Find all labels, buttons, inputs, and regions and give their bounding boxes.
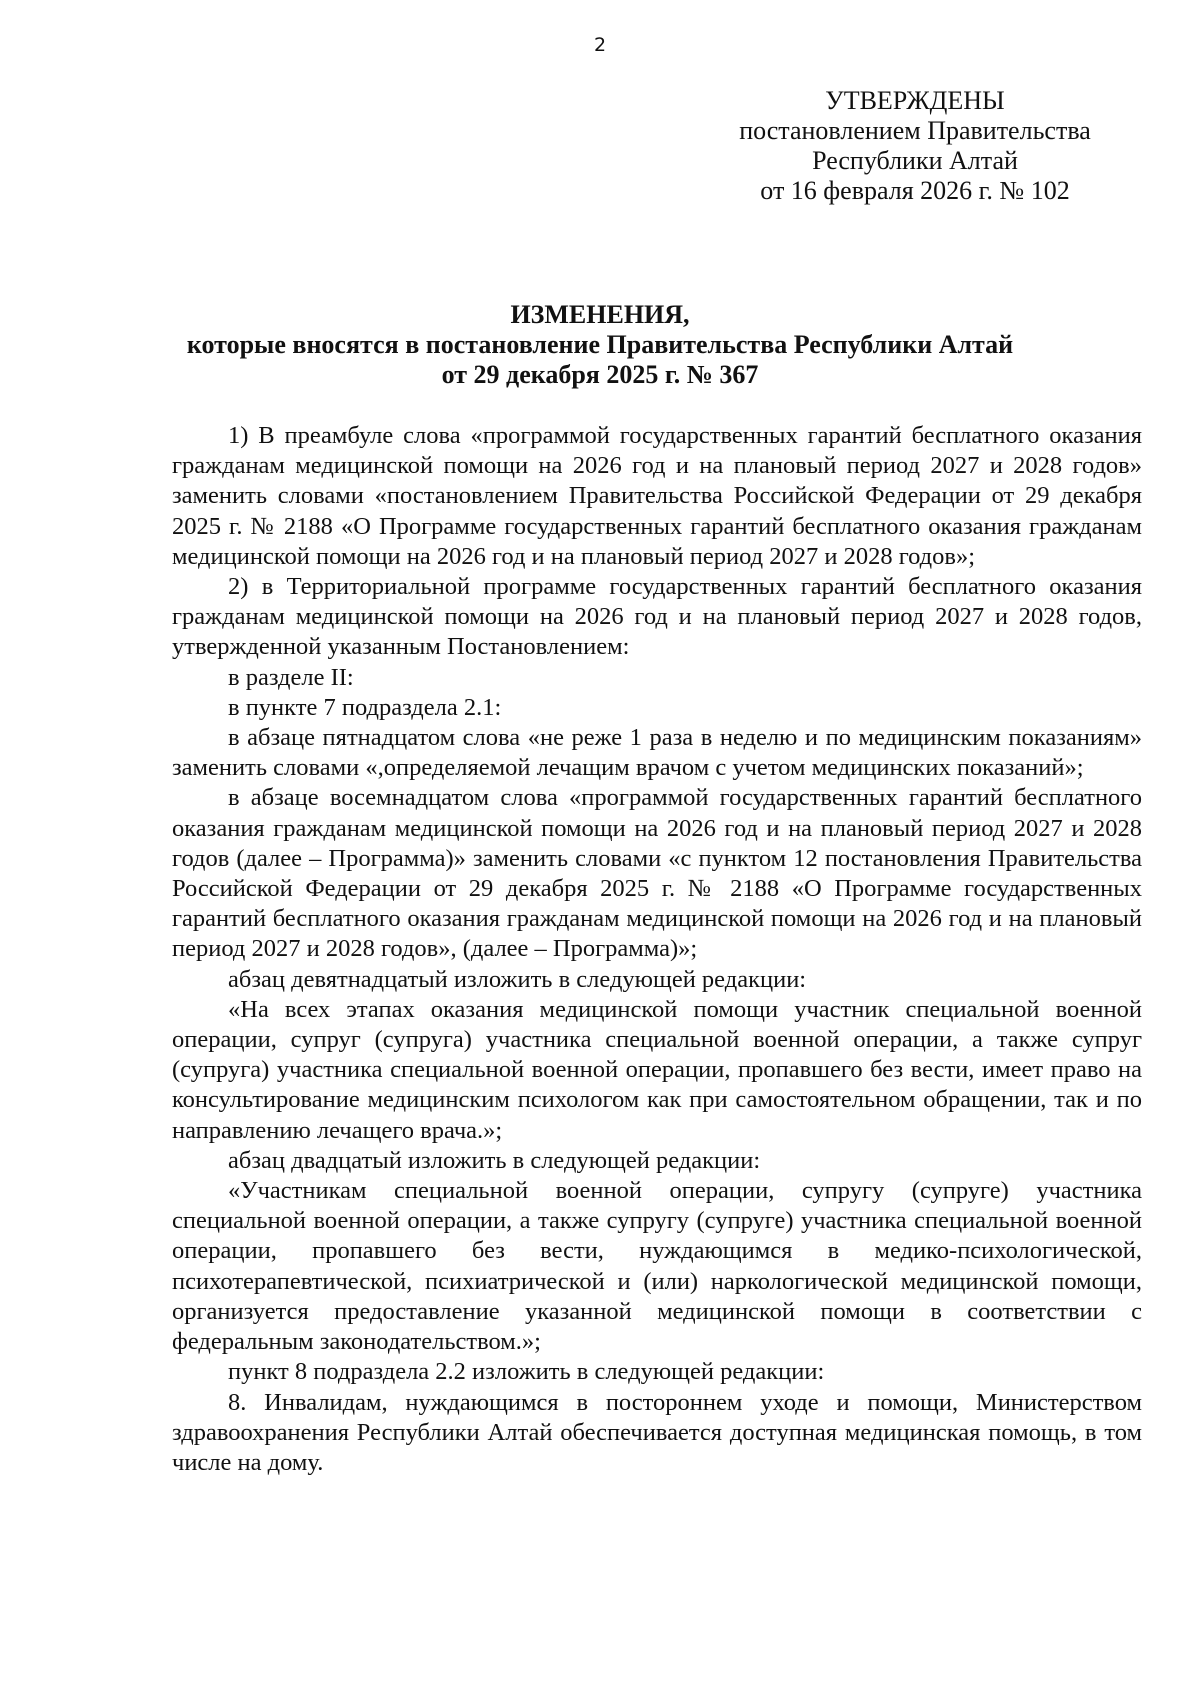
paragraph-2: 2) в Территориальной программе государственных гарантий бесплатного оказания гражданам медицинской помощи на 2026 год и на плановый период 2027 и 2028 годов, утвержденной указанным Постановлением: [172, 573, 1142, 661]
page-number: 2 [593, 34, 607, 56]
approval-date: от 16 февраля 2026 г. № 102 [760, 176, 1070, 205]
title-subject: которые вносятся в постановление Правительства Республики Алтай [186, 330, 1014, 359]
paragraph-12: 8. Инвалидам, нуждающимся в постороннем уходе и помощи, Министерством здравоохранения Республики Алтай обеспечивается доступная медицинская помощь, в том числе на дому. [172, 1388, 1142, 1476]
paragraph-7: абзац девятнадцатый изложить в следующей редакции: [228, 965, 807, 993]
approval-stamp [700, 86, 1130, 206]
paragraph-10: «Участникам специальной военной операции, супругу (супруге) участника специальной военной операции, а также супругу (супруге) участника специальной военной операции, пропавшего без вести, нуждающимся в медико-психологической, психотерапевтической, психиатрической и (или) наркологической медицинской помощи, организуется предоставление указанной медицинской помощи в соответствии с федеральным законодательством.»; [172, 1177, 1142, 1356]
title-reference: от 29 декабря 2025 г. № 367 [441, 360, 759, 389]
paragraph-4: в пункте 7 подраздела 2.1: [228, 693, 502, 721]
paragraph-9: абзац двадцатый изложить в следующей редакции: [228, 1146, 761, 1174]
paragraph-8: «На всех этапах оказания медицинской помощи участник специальной военной операции, супруг (супруга) участника специальной военной операции, а также супруг (супруга) участника специальной военной операции, пропавшего без вести, имеет право на консультирование медицинским психологом как при самостоятельном обращении, так и по направлению лечащего врача.»; [172, 995, 1142, 1144]
paragraph-11: пункт 8 подраздела 2.2 изложить в следующей редакции: [228, 1358, 825, 1386]
title-heading: ИЗМЕНЕНИЯ, [510, 300, 690, 329]
paragraph-1: 1) В преамбуле слова «программой государственных гарантий бесплатного оказания гражданам медицинской помощи на 2026 год и на плановый период 2027 и 2028 годов» заменить словами «постановлением Правительства Российской Федерации от 29 декабря 2025 г. № 2188 «О Программе государственных гарантий бесплатного оказания гражданам медицинской помощи на 2026 год и на плановый период 2027 и 2028 годов»; [172, 422, 1142, 570]
approval-by: постановлением Правительства [739, 116, 1091, 145]
paragraph-5: в абзаце пятнадцатом слова «не реже 1 раза в неделю и по медицинским показаниям» заменить словами «,определяемой лечащим врачом с учетом медицинских показаний»; [172, 724, 1142, 782]
approval-heading: УТВЕРЖДЕНЫ [825, 86, 1005, 115]
paragraph-6: в абзаце восемнадцатом слова «программой государственных гарантий бесплатного оказания гражданам медицинской помощи на 2026 год и на плановый период 2027 и 2028 годов (далее – Программа)» заменить словами «с пунктом 12 постановления Правительства Российской Федерации от 29 декабря 2025 г. № 2188 «О Программе государственных гарантий бесплатного оказания гражданам медицинской помощи на 2026 год и на плановый период 2027 и 2028 годов», (далее – Программа)»; [172, 784, 1142, 963]
approval-region: Республики Алтай [812, 146, 1018, 175]
document-body [172, 421, 1142, 1478]
paragraph-3: в разделе II: [228, 663, 354, 691]
document-title [140, 300, 1060, 390]
